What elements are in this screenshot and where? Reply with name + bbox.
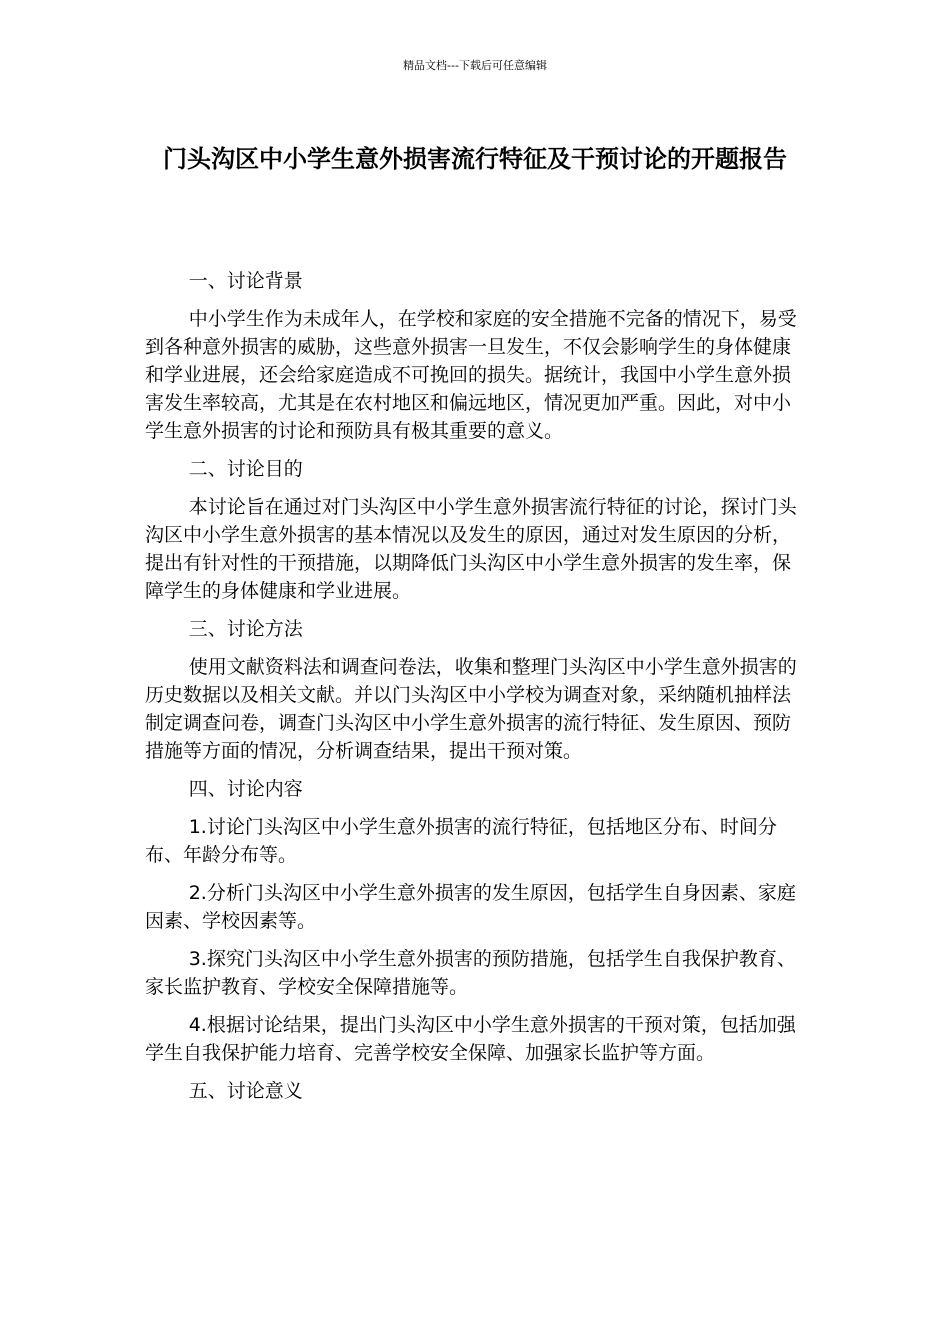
list-item: 1.讨论门头沟区中小学生意外损害的流行特征，包括地区分布、时间分布、年龄分布等。 [145, 816, 777, 866]
paragraph: 使用文献资料法和调查问卷法，收集和整理门头沟区中小学生意外损害的历史数据以及相关文献。并以门头沟区中小学校为调查对象，采纳随机抽样法制定调查问卷，调查门头沟区中小学生意外损害的流行特征、发生原因、预防措施等方面的情况，分析调查结果，提出干预对策。 [145, 656, 797, 762]
list-item: 3.探究门头沟区中小学生意外损害的预防措施，包括学生自我保护教育、家长监护教育、学校安全保障措施等。 [145, 948, 796, 998]
section-heading-content: 四、讨论内容 [188, 778, 303, 800]
paragraph: 本讨论旨在通过对门头沟区中小学生意外损害流行特征的讨论，探讨门头沟区中小学生意外损害的基本情况以及发生的原因，通过对发生原因的分析，提出有针对性的干预措施，以期降低门头沟区中小学生意外损害的发生率，保障学生的身体健康和学业进展。 [145, 496, 797, 602]
paragraph: 中小学生作为未成年人，在学校和家庭的安全措施不完备的情况下，易受到各种意外损害的威胁，这些意外损害一旦发生，不仅会影响学生的身体健康和学业进展，还会给家庭造成不可挽回的损失。据统计，我国中小学生意外损害发生率较高，尤其是在农村地区和偏远地区，情况更加严重。因此，对中小学生意外损害的讨论和预防具有极其重要的意义。 [145, 308, 797, 442]
document-title: 门头沟区中小学生意外损害流行特征及干预讨论的开题报告 [163, 145, 787, 173]
section-heading-significance: 五、讨论意义 [188, 1080, 303, 1102]
section-heading-purpose: 二、讨论目的 [188, 458, 303, 480]
section-heading-background: 一、讨论背景 [188, 270, 303, 292]
list-item: 2.分析门头沟区中小学生意外损害的发生原因，包括学生自身因素、家庭因素、学校因素等。 [145, 882, 796, 932]
document-body [145, 267, 805, 1115]
page-header-note: 精品文档---下载后可任意编辑 [403, 59, 547, 72]
list-item: 4.根据讨论结果，提出门头沟区中小学生意外损害的干预对策，包括加强学生自我保护能力培育、完善学校安全保障、加强家长监护等方面。 [145, 1014, 796, 1064]
section-heading-method: 三、讨论方法 [188, 618, 303, 640]
